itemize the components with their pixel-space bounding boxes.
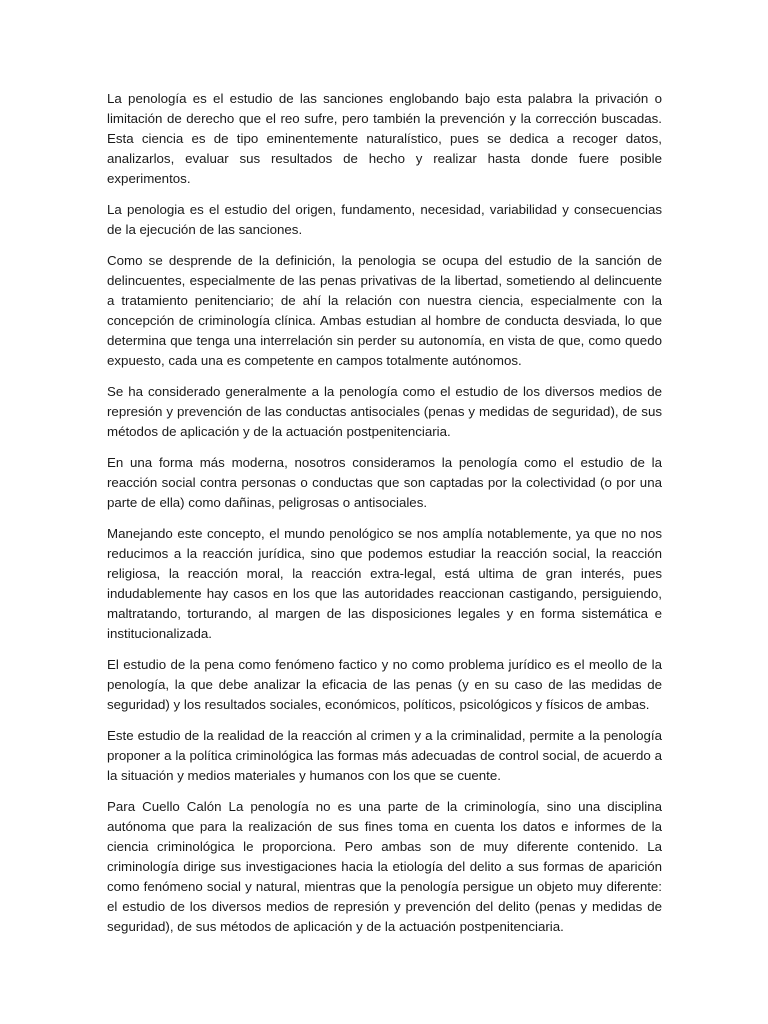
document-body <box>107 89 662 948</box>
paragraph: La penologia es el estudio del origen, fundamento, necesidad, variabilidad y consecuencias de la ejecución de las sanciones. <box>107 202 662 237</box>
paragraph: Este estudio de la realidad de la reacción al crimen y a la criminalidad, permite a la penología proponer a la política criminológica las formas más adecuadas de control social, de acuerdo a la situación y medios materiales y humanos con los que se cuente. <box>107 728 662 783</box>
paragraph: En una forma más moderna, nosotros consideramos la penología como el estudio de la reacción social contra personas o conductas que son captadas por la colectividad (o por una parte de ella) como dañinas, peligrosas o antisociales. <box>107 455 662 510</box>
paragraph: Para Cuello Calón La penología no es una parte de la criminología, sino una disciplina autónoma que para la realización de sus fines toma en cuenta los datos e informes de la ciencia criminológica le proporciona. Pero ambas son de muy diferente contenido. La criminología dirige sus investigaciones hacia la etiología del delito a sus formas de aparición como fenómeno social y natural, mientras que la penología persigue un objeto muy diferente: el estudio de los diversos medios de represión y prevención del delito (penas y medidas de seguridad), de sus métodos de aplicación y de la actuación postpenitenciaria. <box>107 799 662 934</box>
paragraph: Se ha considerado generalmente a la penología como el estudio de los diversos medios de represión y prevención de las conductas antisociales (penas y medidas de seguridad), de sus métodos de aplicación y de la actuación postpenitenciaria. <box>107 384 662 439</box>
paragraph: Manejando este concepto, el mundo penológico se nos amplía notablemente, ya que no nos reducimos a la reacción jurídica, sino que podemos estudiar la reacción social, la reacción religiosa, la reacción moral, la reacción extra-legal, está ultima de gran interés, pues indudablemente hay casos en los que las autoridades reaccionan castigando, persiguiendo, maltratando, torturando, al margen de las disposiciones legales y en forma sistemática e institucionalizada. <box>107 526 662 641</box>
paragraph: El estudio de la pena como fenómeno factico y no como problema jurídico es el meollo de la penología, la que debe analizar la eficacia de las penas (y en su caso de las medidas de seguridad) y los resultados sociales, económicos, políticos, psicológicos y físicos de ambas. <box>107 657 662 712</box>
paragraph: La penología es el estudio de las sanciones englobando bajo esta palabra la privación o limitación de derecho que el reo sufre, pero también la prevención y la corrección buscadas. Esta ciencia es de tipo eminentemente naturalístico, pues se dedica a recoger datos, analizarlos, evaluar sus resultados de hecho y realizar hasta donde fuere posible experimentos. <box>107 91 662 186</box>
paragraph: Como se desprende de la definición, la penologia se ocupa del estudio de la sanción de delincuentes, especialmente de las penas privativas de la libertad, sometiendo al delincuente a tratamiento penitenciario; de ahí la relación con nuestra ciencia, especialmente con la concepción de criminología clínica. Ambas estudian al hombre de conducta desviada, lo que determina que tenga una interrelación sin perder su autonomía, en vista de que, como quedo expuesto, cada una es competente en campos totalmente autónomos. <box>107 253 662 368</box>
